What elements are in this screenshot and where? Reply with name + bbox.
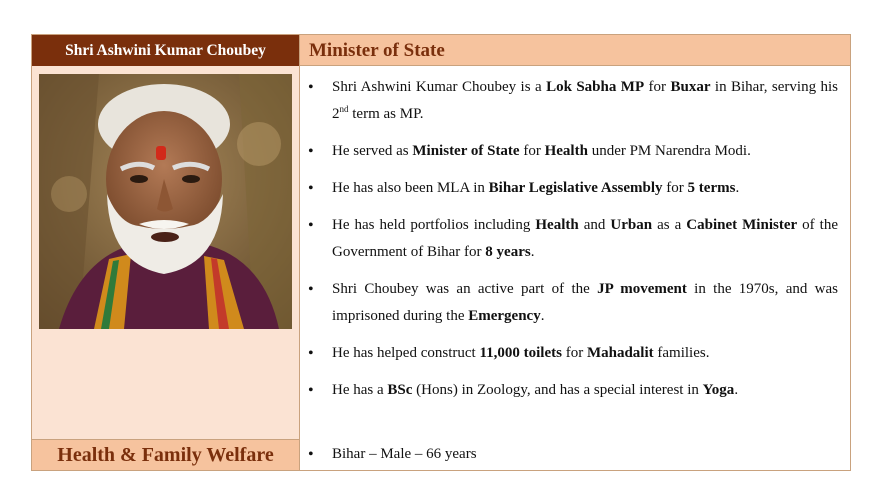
bio-point: • He has helped construct 11,000 toilets for Mahadalit families. [300, 340, 850, 367]
name-header: Shri Ashwini Kumar Choubey [32, 35, 299, 66]
demographics-footer: • Bihar – Male – 66 years [300, 439, 850, 470]
profile-card [31, 34, 851, 471]
right-panel [300, 35, 850, 470]
bio-point: • He served as Minister of State for Health under PM Narendra Modi. [300, 138, 850, 165]
bio-point-emphasis: Urban [610, 217, 653, 233]
ordinal-suffix: nd [339, 104, 349, 114]
portrait-photo [39, 74, 292, 329]
bio-point-emphasis: Yoga [702, 382, 735, 398]
bio-point-emphasis: Cabinet Minister [686, 217, 798, 233]
bio-point-emphasis: 11,000 toilets [479, 345, 562, 361]
bio-point-emphasis: Lok Sabha MP [546, 79, 645, 95]
bio-point-emphasis: Bihar Legislative Assembly [488, 180, 663, 196]
bio-point: • Shri Ashwini Kumar Choubey is a Lok Sabha MP for Buxar in Bihar, serving his 2nd term as MP. [300, 74, 850, 128]
bio-point: • Shri Choubey was an active part of the JP movement in the 1970s, and was imprisoned during the Emergency. [300, 276, 850, 330]
bio-points-list [300, 74, 850, 414]
bio-point-emphasis: Emergency [468, 308, 541, 324]
bio-point-emphasis: BSc [387, 382, 413, 398]
bio-point-emphasis: Mahadalit [586, 345, 654, 361]
bio-point-emphasis: Minister of State [412, 143, 520, 159]
bio-point-emphasis: 8 years [485, 244, 531, 260]
bio-point: • He has also been MLA in Bihar Legislative Assembly for 5 terms. [300, 175, 850, 202]
bio-point-emphasis: Buxar [670, 79, 711, 95]
bio-point: • He has a BSc (Hons) in Zoology, and has a special interest in Yoga. [300, 377, 850, 404]
bio-point-emphasis: 5 terms [687, 180, 736, 196]
bio-point-emphasis: Health [535, 217, 579, 233]
bio-point-emphasis: Health [544, 143, 588, 159]
left-panel [32, 35, 300, 470]
ministry-label: Health & Family Welfare [32, 439, 299, 470]
role-header: Minister of State [300, 35, 850, 66]
bio-point: • He has held portfolios including Health and Urban as a Cabinet Minister of the Government of Bihar for 8 years. [300, 212, 850, 266]
bio-point-emphasis: JP movement [597, 281, 687, 297]
portrait-illustration [39, 74, 292, 329]
